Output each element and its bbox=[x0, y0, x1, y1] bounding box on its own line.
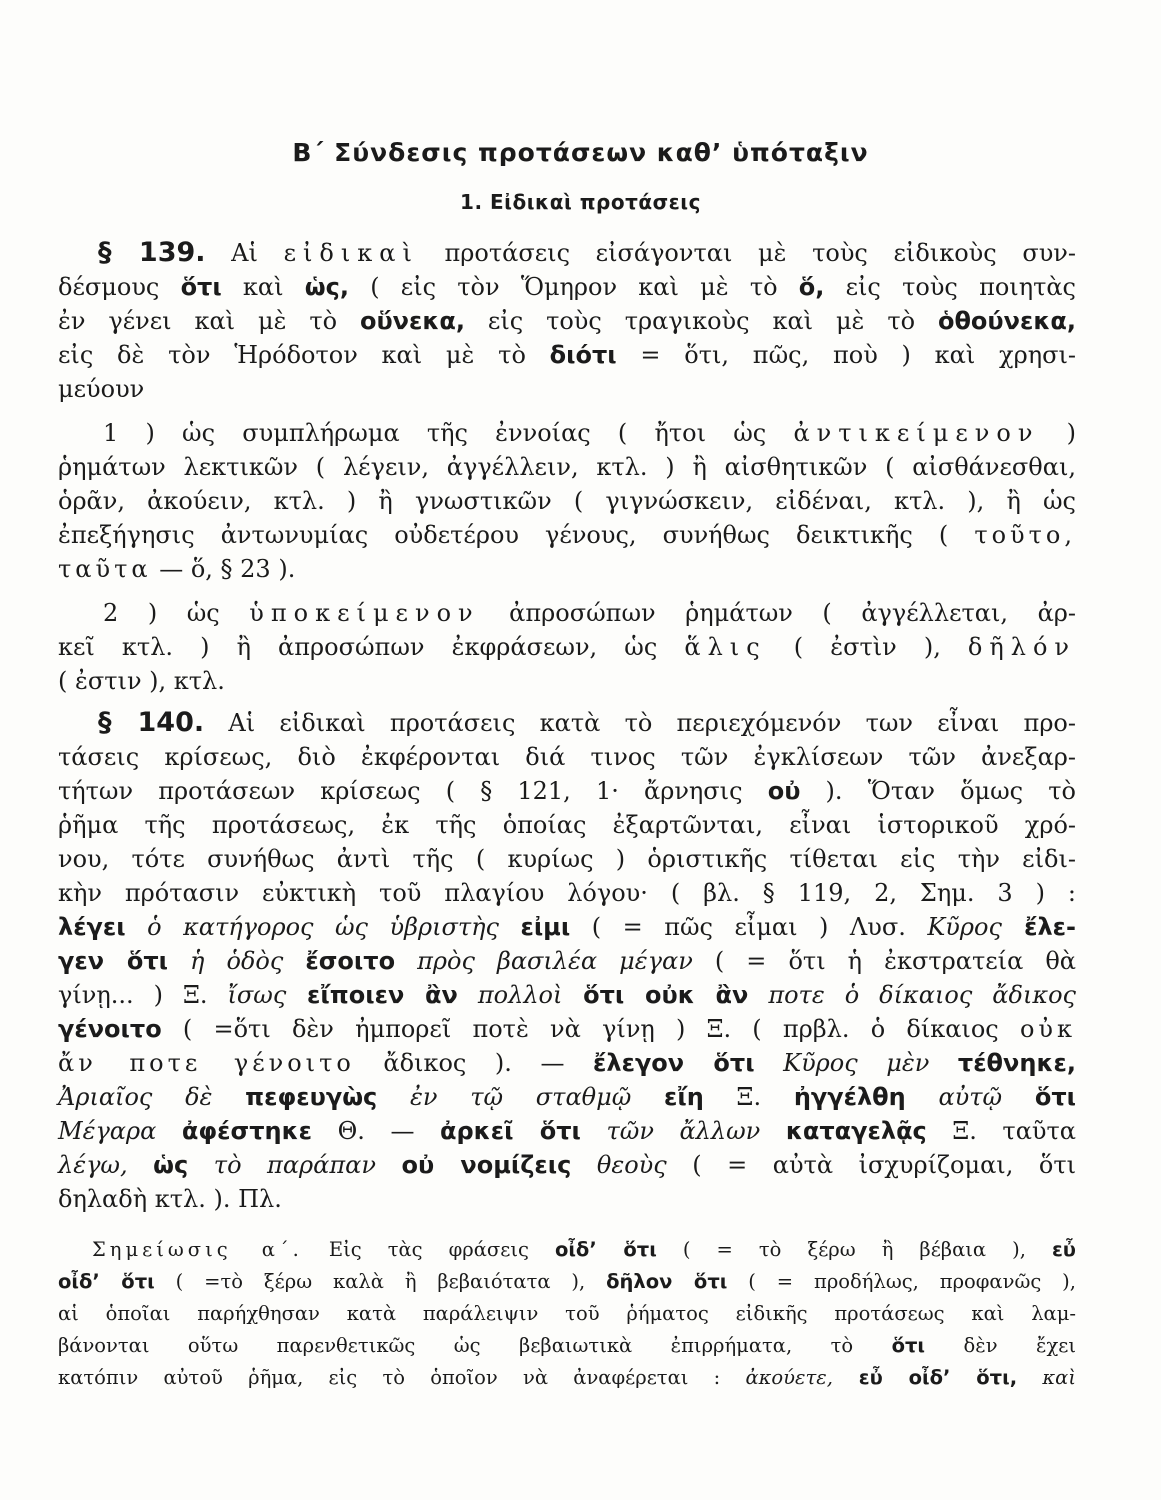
item1-line-5: ταῦτα — ὅ, § 23 ). bbox=[58, 555, 296, 583]
item1-line-2: ῥημάτων λεκτικῶν ( λέγειν, ἀγγέλλειν, κτλ. ) ἢ αἰσθητικῶν ( αἰσθάνεσθαι, bbox=[58, 453, 1076, 481]
p140-line-13: Μέγαρα ἀφέστηκε Θ. — ἀρκεῖ ὅτι τῶν ἄλλων καταγελᾷς Ξ. ταῦτα bbox=[58, 1117, 1076, 1145]
item1-line-4: ἐπεξήγησις ἀντωνυμίας οὐδετέρου γένους, συνήθως δεικτικῆς ( τοῦτο, bbox=[58, 521, 1076, 549]
item1-line-1: 1 ) ὡς συμπλήρωμα τῆς ἐννοίας ( ἤτοι ὡς ἀντικείμενον ) bbox=[103, 419, 1077, 447]
note-line-3: αἱ ὁποῖαι παρήχθησαν κατὰ παράλειψιν τοῦ ῥήματος εἰδικῆς προτάσεως καὶ λαμ- bbox=[58, 1302, 1076, 1325]
p140-line-8: γεν ὅτι ἡ ὁδὸς ἔσοιτο πρὸς βασιλέα μέγαν ( = ὅτι ἡ ἐκστρατεία θὰ bbox=[58, 947, 1076, 975]
note-line-5: κατόπιν αὐτοῦ ῥῆμα, εἰς τὸ ὁποῖον νὰ ἀναφέρεται : ἀκούετε, εὖ οἶδ’ ὅτι, καὶ bbox=[58, 1366, 1076, 1389]
section-number-139: § 139. bbox=[98, 237, 206, 268]
note-line-4: βάνονται οὕτω παρενθετικῶς ὡς βεβαιωτικὰ ἐπιρρήματα, τὸ ὅτι δὲν ἔχει bbox=[58, 1334, 1077, 1357]
p139-line-4: εἰς δὲ τὸν Ἡρόδοτον καὶ μὲ τὸ διότι = ὅτι, πῶς, ποὺ ) καὶ χρησι- bbox=[58, 341, 1076, 369]
p140-line-6: κὴν πρότασιν εὐκτικὴ τοῦ πλαγίου λόγου· ( βλ. § 119, 2, Σημ. 3 ) : bbox=[58, 879, 1076, 907]
p139-line-3: ἐν γένει καὶ μὲ τὸ οὕνεκα, εἰς τοὺς τραγικοὺς καὶ μὲ τὸ ὁθούνεκα, bbox=[58, 307, 1076, 335]
section-heading: Β΄ Σύνδεσις προτάσεων καθ’ ὑπόταξιν bbox=[292, 138, 869, 167]
note-line-1: Σημείωσις α΄. Εἰς τὰς φράσεις οἶδ’ ὅτι ( = τὸ ξέρω ἢ βέβαια ), εὖ bbox=[92, 1238, 1076, 1261]
p140-line-5: νου, τότε συνήθως ἀντὶ τῆς ( κυρίως ) ὁριστικῆς τίθεται εἰς τὴν εἰδι- bbox=[58, 845, 1076, 873]
p140-line-12: Ἀριαῖος δὲ πεφευγὼς ἐν τῷ σταθμῷ εἴη Ξ. ἠγγέλθη αὐτῷ ὅτι bbox=[58, 1083, 1076, 1111]
p140-line-7: λέγει ὁ κατήγορος ὡς ὑβριστὴς εἰμι ( = πῶς εἶμαι ) Λυσ. Κῦρος ἔλε- bbox=[58, 913, 1077, 941]
item2-line-1: 2 ) ὡς ὑποκείμενον ἀπροσώπων ῥημάτων ( ἀγγέλλεται, ἀρ- bbox=[103, 599, 1077, 627]
p140-line-3: τήτων προτάσεων κρίσεως ( § 121, 1· ἄρνησις οὐ ). Ὅταν ὅμως τὸ bbox=[58, 777, 1077, 805]
item2-line-2: κεῖ κτλ. ) ἢ ἀπροσώπων ἐκφράσεων, ὡς ἅλις ( ἐστὶν ), δῆλόν bbox=[58, 633, 1076, 661]
section-number-140: § 140. bbox=[98, 707, 205, 738]
p139-line-1: § 139. Αἱ εἰδικαὶ προτάσεις εἰσάγονται μὲ τοὺς εἰδικοὺς συν- bbox=[98, 237, 1076, 268]
note-line-2: οἶδ’ ὅτι ( =τὸ ξέρω καλὰ ἢ βεβαιότατα ), δῆλον ὅτι ( = προδήλως, προφανῶς ), bbox=[58, 1270, 1076, 1293]
item2-line-3: ( ἐστιν ), κτλ. bbox=[58, 667, 225, 695]
spaced-term: εἰδικαὶ bbox=[283, 239, 419, 267]
p139-line-5: μεύουν bbox=[58, 375, 145, 403]
item1-line-3: ὁρᾶν, ἀκούειν, κτλ. ) ἢ γνωστικῶν ( γιγνώσκειν, εἰδέναι, κτλ. ), ἢ ὡς bbox=[58, 487, 1076, 515]
p140-line-10: γένοιτο ( =ὅτι δὲν ἠμπορεῖ ποτὲ νὰ γίνῃ ) Ξ. ( πρβλ. ὁ δίκαιος οὐκ bbox=[58, 1015, 1076, 1043]
p140-line-4: ῥῆμα τῆς προτάσεως, ἐκ τῆς ὁποίας ἐξαρτῶνται, εἶναι ἱστορικοῦ χρό- bbox=[58, 811, 1076, 839]
p140-line-1: § 140. Αἱ εἰδικαὶ προτάσεις κατὰ τὸ περιεχόμενόν των εἶναι προ- bbox=[98, 707, 1076, 738]
p140-line-9: γίνῃ... ) Ξ. ἴσως εἴποιεν ἂν πολλοὶ ὅτι οὐκ ἂν ποτε ὁ δίκαιος ἄδικος bbox=[58, 981, 1076, 1009]
p140-line-11: ἄν ποτε γένοιτο ἄδικος ). — ἔλεγον ὅτι Κῦρος μὲν τέθνηκε, bbox=[58, 1049, 1076, 1077]
p140-line-2: τάσεις κρίσεως, διὸ ἐκφέρονται διά τινος τῶν ἐγκλίσεων τῶν ἀνεξαρ- bbox=[58, 743, 1076, 771]
subsection-heading: 1. Εἰδικαὶ προτάσεις bbox=[460, 190, 701, 214]
p140-line-15: δηλαδὴ κτλ. ). Πλ. bbox=[58, 1185, 282, 1213]
p140-line-14: λέγω, ὡς τὸ παράπαν οὐ νομίζεις θεοὺς ( = αὐτὰ ἰσχυρίζομαι, ὅτι bbox=[58, 1151, 1077, 1179]
p139-line-2: δέσμους ὅτι καὶ ὡς, ( εἰς τὸν Ὅμηρον καὶ μὲ τὸ ὅ, εἰς τοὺς ποιητὰς bbox=[58, 273, 1077, 301]
